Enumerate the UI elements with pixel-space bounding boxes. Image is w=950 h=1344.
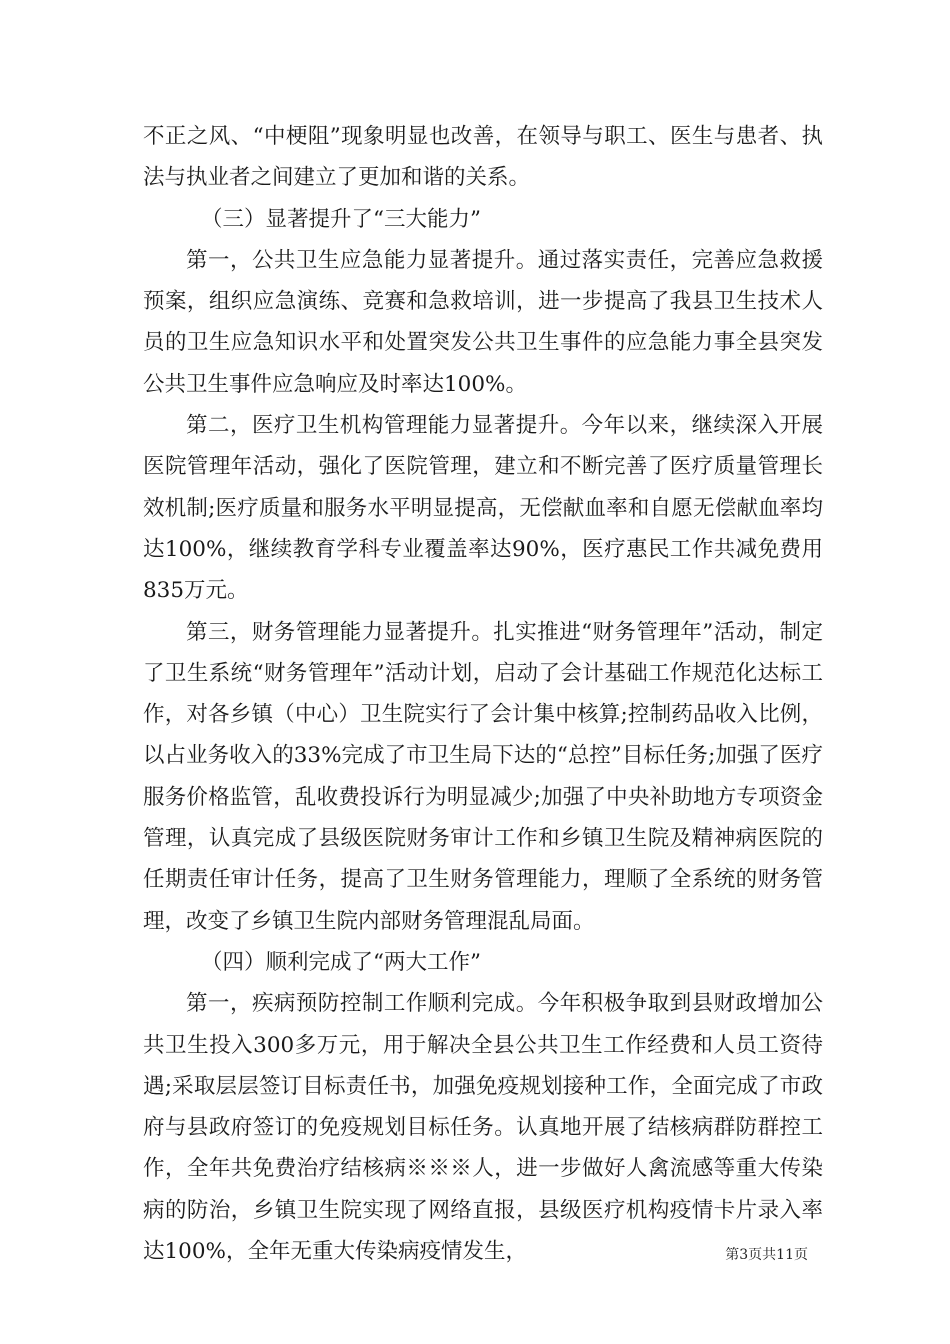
paragraph-disease-prevention: 第一，疾病预防控制工作顺利完成。今年积极争取到县财政增加公共卫生投入300多万元，用于解决全县公共卫生工作经费和人员工资待遇;采取层层签订目标责任书，加强免疫规划接种工作，全面完成了市政府与县政府签订的免疫规划目标任务。认真地开展了结核病群防群控工作，全年共免费治疗结核病※※※人，进一步做好人禽流感等重大传染病的防治，乡镇卫生院实现了网络直报，县级医疗机构疫情卡片录入率达100%，全年无重大传染病疫情发生， bbox=[143, 991, 823, 1265]
paragraph-emergency-capability: 第一，公共卫生应急能力显著提升。通过落实责任，完善应急救援预案，组织应急演练、竞赛和急救培训，进一步提高了我县卫生技术人员的卫生应急知识水平和处置突发公共卫生事件的应急能力事全县突发公共卫生事件应急响应及时率达100%。 bbox=[143, 247, 823, 397]
page-number-footer: 第3页共11页 bbox=[725, 1247, 808, 1263]
document-body bbox=[143, 116, 823, 1272]
paragraph-hospital-management: 第二，医疗卫生机构管理能力显著提升。今年以来，继续深入开展医院管理年活动，强化了医院管理，建立和不断完善了医疗质量管理长效机制;医疗质量和服务水平明显提高，无偿献血率和自愿无偿献血率均达100%，继续教育学科专业覆盖率达90%，医疗惠民工作共减免费用835万元。 bbox=[143, 413, 823, 604]
section-heading-three-abilities: （三）显著提升了“三大能力” bbox=[201, 206, 482, 232]
paragraph-continuation: 不正之风、“中梗阻”现象明显也改善，在领导与职工、医生与患者、执法与执业者之间建立了更加和谐的关系。 bbox=[143, 124, 823, 191]
paragraph-financial-management: 第三，财务管理能力显著提升。扎实推进“财务管理年”活动，制定了卫生系统“财务管理年”活动计划，启动了会计基础工作规范化达标工作，对各乡镇（中心）卫生院实行了会计集中核算;控制药品收入比例，以占业务收入的33%完成了市卫生局下达的“总控”目标任务;加强了医疗服务价格监管，乱收费投诉行为明显减少;加强了中央补助地方专项资金管理，认真完成了县级医院财务审计工作和乡镇卫生院及精神病医院的任期责任审计任务，提高了卫生财务管理能力，理顺了全系统的财务管理，改变了乡镇卫生院内部财务管理混乱局面。 bbox=[143, 619, 823, 934]
section-heading-two-works: （四）顺利完成了“两大工作” bbox=[201, 949, 482, 975]
